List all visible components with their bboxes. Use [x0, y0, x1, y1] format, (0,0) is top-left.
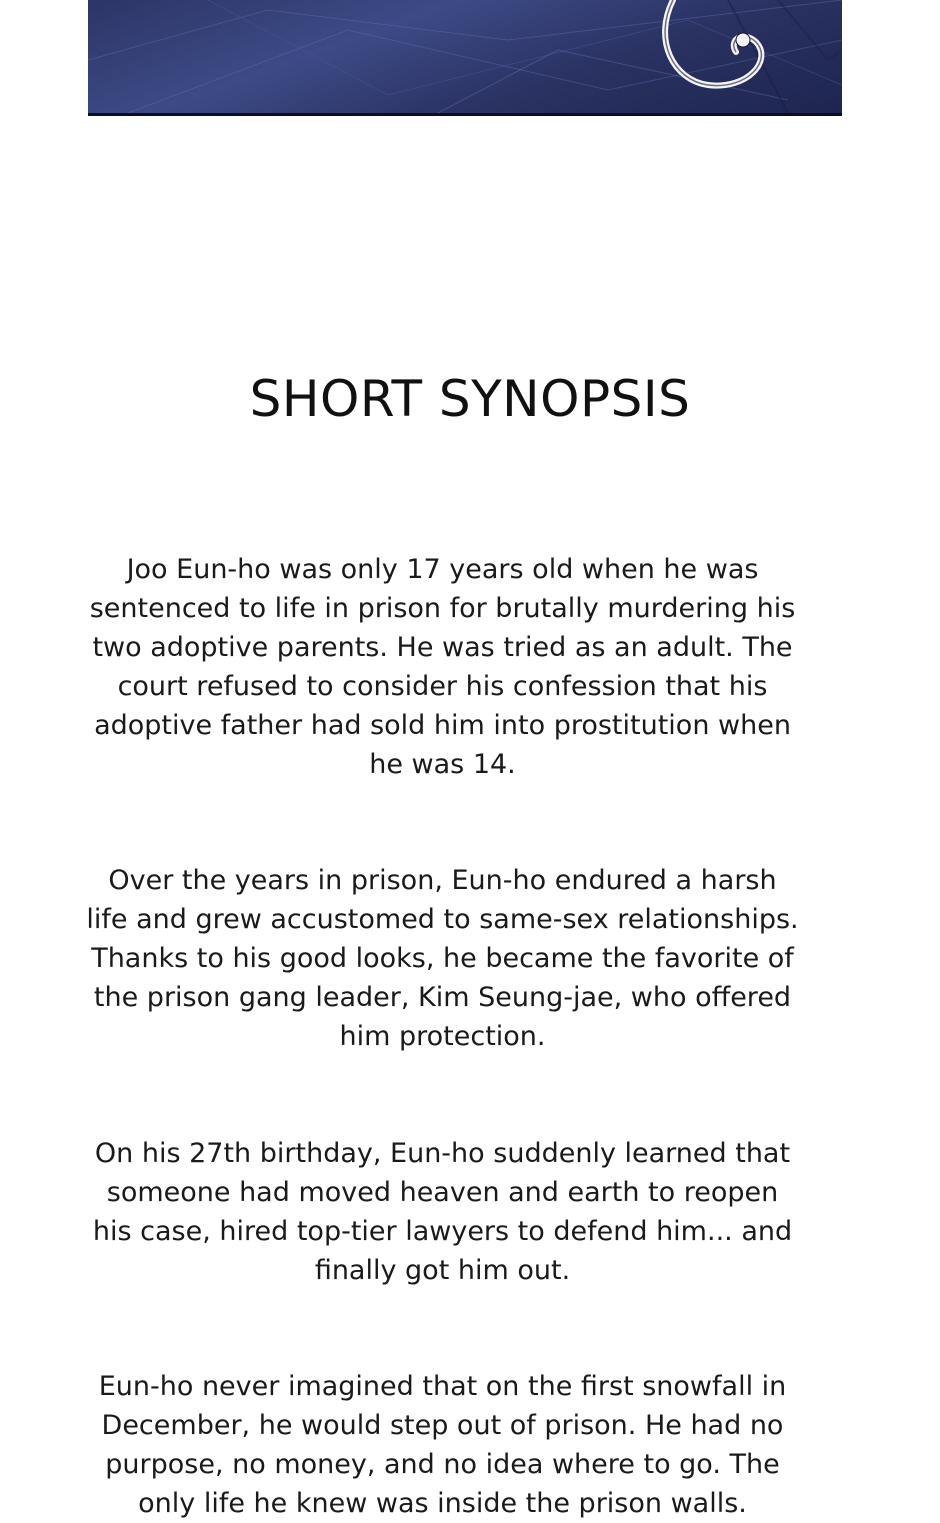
synopsis-paragraph: On his 27th birthday, Eun-ho suddenly learned that someone had moved heaven and earth to reopen his case, hired top-tier lawyers to defend him... and finally got him out. — [92, 1138, 793, 1286]
synopsis-paragraph: Over the years in prison, Eun-ho endured a harsh life and grew accustomed to same-sex relationships. Thanks to his good looks, he became the favorite of the prison gang leader, Kim Seung-jae, who offered him protection. — [86, 865, 799, 1052]
decorative-swirl-icon — [88, 0, 842, 113]
synopsis-paragraph: Eun-ho never imagined that on the first snowfall in December, he would step out of prison. He had no purpose, no money, and no idea where to go. The only life he knew was inside the prison walls. — [98, 1371, 787, 1519]
cover-art-banner — [88, 0, 842, 116]
synopsis-paragraph: Joo Eun-ho was only 17 years old when he was sentenced to life in prison for brutally murdering his two adoptive parents. He was tried as an adult. The court refused to consider his confession that his adoptive father had sold him into prostitution when he was 14. — [89, 554, 796, 780]
page-title: SHORT SYNOPSIS — [249, 370, 691, 428]
